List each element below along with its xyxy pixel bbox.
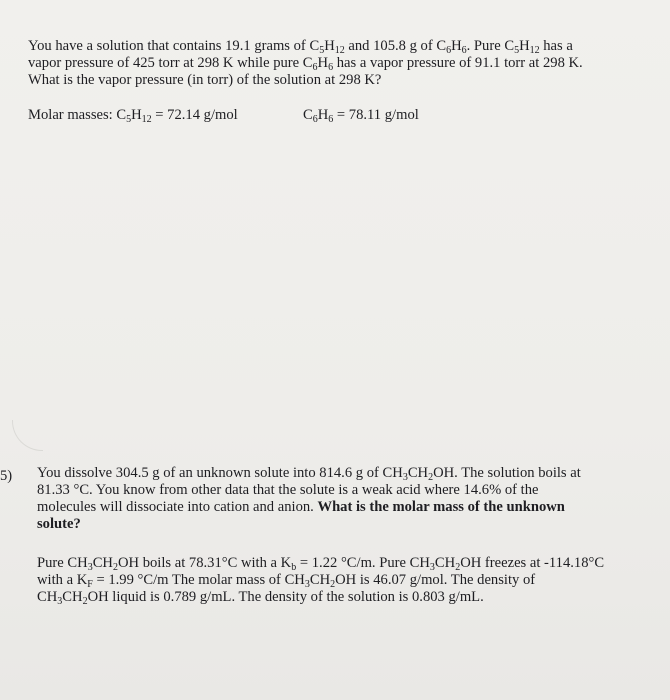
molar-mass-pentane: $C_5H_{12} = 72.14$ g/mol [116,107,238,125]
given-line-3: $CH_3CH_2OH$ liquid is 0.789 g/mL. The density of the solution is 0.803 g/mL. [37,589,484,607]
question-2-given-data [37,555,637,606]
q1-line-3: What is the vapor pressure (in torr) of the solution at 298 K? [28,72,382,88]
given-line-1: Pure $CH_3CH_2OH$ boils at 78.31°C with a $K_b = 1.22$ °C/m. Pure $CH_3CH_2OH$ freezes at -114.18°C [37,555,605,573]
given-line-2: with a $K_F = 1.99$ °C/m The molar mass of $CH_3CH_2OH$ is 46.07 g/mol. The density of [37,572,536,590]
q1-line-2: vapor pressure of 425 torr at 298 K while pure $C_6H_6$ has a vapor pressure of 91.1 torr at 298 K. [28,55,583,73]
question-2-number: 5) [0,468,13,484]
molar-label: Molar masses: [28,107,117,123]
q1-line-1: You have a solution that contains 19.1 grams of $C_5H_{12}$ and 105.8 g of $C_6H_6$. Pure $C_5H_{12}$ has a [28,38,573,56]
q2-line-3: molecules will dissociate into cation and anion. What is the molar mass of the unknown [37,499,565,515]
molar-mass-benzene: $C_6H_6 = 78.11$ g/mol [303,107,419,125]
molar-masses [28,107,628,124]
q2-line-4: solute? [37,516,81,532]
page-curl-mark [12,420,43,451]
question-2 [37,465,637,533]
question-1 [28,38,628,89]
q2-line-2: 81.33 °C. You know from other data that the solute is a weak acid where 14.6% of the [37,482,539,498]
q2-line-1: You dissolve 304.5 g of an unknown solute into 814.6 g of $CH_3CH_2OH$. The solution boils at [37,465,581,483]
